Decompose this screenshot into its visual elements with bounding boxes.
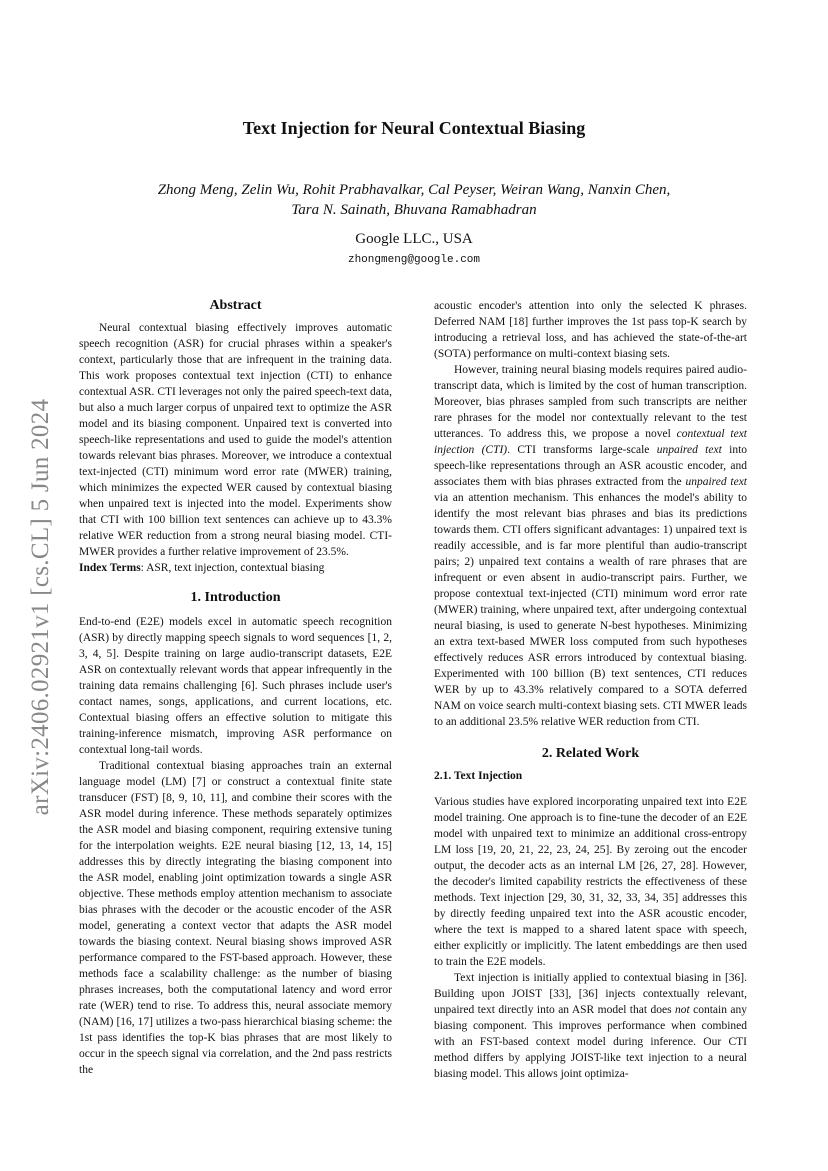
intro-p3-text-d: via an attention mechanism. This enhances the model's ability to identify the most relevant bias phrases and bias its predictions towards them. CTI offers significant advantages: 1) unpaired text is readily accessible, and is far more plentiful than audio-transcript pairs; 2) unpaired text contains a wealth of rare phrases that are infrequent or even absent in audio-transcript pairs. Further, we propose contextual text-injected (CTI) minimum word error rate (MWER) training, where unpaired text, after undergoing contextual neural biasing, is used to generate N-best hypotheses. Minimizing an extra text-based MWER loss computed from such hypotheses effectively reduces ASR errors introduced by contextual biasing. Experimented with 100 billion (B) text sentences, CTI reduces WER by up to 43.3% relatively compared to a SOTA deferred NAM on voice search multi-context biasing sets. CTI MWER leads to an additional 23.5% relative WER reduction from CTI. xyxy=(434,492,747,728)
introduction-heading: 1. Introduction xyxy=(190,590,281,605)
related-p2-text-a: Text injection is initially applied to contextual biasing in [36]. Building upon JOIST [33], [36] injects contextually relevant, unpaired text directly into an ASR model that does xyxy=(434,972,747,1016)
paper-title: Text Injection for Neural Contextual Biasing xyxy=(242,118,586,138)
related-p2-text-b: contain any biasing component. This improves performance when combined with an FST-based context model during inference. Our CTI method differs by applying JOIST-like text injection to a neural biasing model. This allows joint optimiza- xyxy=(434,1004,748,1080)
intro-paragraph-2: Traditional contextual biasing approaches train an external language model (LM) [7] or construct a contextual finite state transducer (FST) [8, 9, 10, 11], and combine their scores with the ASR model during inference. These methods separately optimizes the ASR model and biasing component, requiring extensive tuning for the interpolation weights. E2E neural biasing [12, 13, 14, 15] addresses this by directly integrating the biasing component into the ASR model, enabling joint optimization towards a single ASR objective. These methods employ attention mechanism to associate bias phrases with the decoder or the acoustic encoder of the ASR model, generating a context vector that adapts the ASR model towards the biasing context. Neural biasing shows improved ASR performance compared to the FST-based approach. However, these methods face a scalability challenge: as the number of biasing phrases increases, both the computational latency and word error rate (WER) tend to rise. To address this, neural associate memory (NAM) [16, 17] utilizes a two-pass hierarchical biasing scheme: the 1st pass identifies the top-K bias phrases that are most likely to occur in the speech signal via correlation, and the 2nd pass restricts the xyxy=(79,760,392,1076)
arxiv-id-text: arXiv:2406.02921v1 [cs.CL] 5 Jun 2024 xyxy=(27,398,54,816)
intro-paragraph-1: End-to-end (E2E) models excel in automatic speech recognition (ASR) by directly mapping speech signals to word sequences [1, 2, 3, 4, 5]. Despite training on large audio-transcript datasets, E2E ASR on contextually relevant words that appear infrequently in the training data remains challenging [6]. Such phrases include user's contact names, songs, applications, and current locations, etc. Contextual biasing offers an effective solution to mitigate this training-inference mismatch, improving ASR performance on contextual long-tail words. xyxy=(79,616,392,756)
related-p2-emphasis-not: not xyxy=(675,1004,690,1016)
intro-p3-text-a: However, training neural biasing models requires paired audio-transcript data, which is limited by the cost of human transcription. Moreover, bias phrases sampled from such transcripts are neither rare phrases for the model nor contextually relevant to the test utterances. To address this, we propose a novel xyxy=(434,364,747,440)
author-email: zhongmeng@google.com xyxy=(347,254,481,266)
intro-paragraph-3 xyxy=(434,362,747,730)
intro-paragraph-2-continued: acoustic encoder's attention into only the selected K phrases. Deferred NAM [18] further improves the 1st pass top-K search by introducing a retrieval loss, and has achieved the state-of-the-art (SOTA) performance on multi-context biasing sets. xyxy=(434,300,747,360)
index-terms-list: : ASR, text injection, contextual biasing xyxy=(140,562,325,574)
related-paragraph-1: Various studies have explored incorporating unpaired text into E2E model training. One approach is to fine-tune the decoder of an E2E model with unpaired text to minimize an additional cross-entropy LM loss [19, 20, 21, 22, 23, 24, 25]. By zeroing out the encoder output, the decoder acts as an internal LM [26, 27, 28]. However, the decoder's limited capability restricts the effectiveness of these methods. Text injection [29, 30, 31, 32, 33, 34, 35] addresses this by directly feeding unpaired text into the ASR acoustic encoder, where the text is mapped to a shared latent space with speech, either explicitly or implicitly. The latent embeddings are then used to train the E2E models. xyxy=(434,796,747,968)
authors-line-1: Zhong Meng, Zelin Wu, Rohit Prabhavalkar, Cal Peyser, Weiran Wang, Nanxin Chen, xyxy=(157,182,671,198)
abstract-heading: Abstract xyxy=(209,298,262,313)
abstract-body: Neural contextual biasing effectively improves automatic speech recognition (ASR) for crucial phrases within a speaker's context, particularly those that are infrequent in the training data. This work proposes contextual text injection (CTI) to enhance contextual ASR. CTI leverages not only the paired speech-text data, but also a much larger corpus of unpaired text to optimize the ASR model and its biasing component. Unpaired text is converted into speech-like representations and used to guide the model's attention towards relevant bias phrases. Moreover, we introduce a contextual text-injected (CTI) minimum word error rate (MWER) training, which minimizes the expected WER caused by contextual biasing when unpaired text is injected into the model. Experiments show that CTI with 100 billion text sentences can achieve up to 43.3% relative WER reduction from a strong neural biasing model. CTI-MWER provides a further relative improvement of 23.5%. xyxy=(79,322,392,558)
intro-p3-text-b: . CTI transforms large-scale xyxy=(507,444,657,456)
related-work-heading: 2. Related Work xyxy=(541,746,640,761)
right-column xyxy=(434,298,747,1082)
index-terms-label: Index Terms xyxy=(79,562,141,574)
related-paragraph-2 xyxy=(434,970,747,1082)
affiliation: Google LLC., USA xyxy=(355,231,473,247)
author-list xyxy=(110,180,718,220)
intro-p3-emphasis-unpaired-2: unpaired text xyxy=(685,476,747,488)
intro-p3-emphasis-unpaired-1: unpaired text xyxy=(656,444,722,456)
arxiv-identifier-stamp xyxy=(16,372,66,842)
intro-p3-text-c: into speech-like representations through an ASR acoustic encoder, and associates them with bias phrases extracted from the xyxy=(434,444,748,488)
intro-p3-emphasis-cti: contextual text injection (CTI) xyxy=(434,428,748,456)
authors-line-2: Tara N. Sainath, Bhuvana Ramabhadran xyxy=(291,202,537,218)
index-terms xyxy=(79,560,392,576)
left-column xyxy=(79,298,392,1078)
text-injection-subheading: 2.1. Text Injection xyxy=(434,770,523,782)
